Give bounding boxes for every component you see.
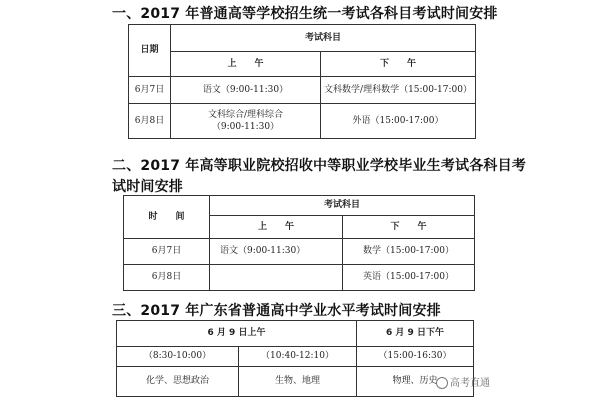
- date-cell: 6月8日: [129, 104, 171, 139]
- section2-heading-line1: 二、2017 年高等职业院校招收中等职业学校毕业生考试各科目考: [112, 158, 527, 174]
- section1-heading: 一、2017 年普通高等学校招生统一考试各科目考试时间安排: [112, 6, 498, 22]
- watermark-text: 高考直通: [450, 378, 490, 389]
- section2-heading-line2: 试时间安排: [112, 179, 183, 195]
- am-header: 上 午: [210, 216, 343, 239]
- am-header: 上 午: [171, 52, 321, 77]
- pm-header: 6 月 9 日下午: [357, 321, 474, 347]
- pm-cell: 文科数学/理科数学（15:00-17:00）: [321, 77, 476, 104]
- subject-cell: 化学、思想政治: [117, 367, 239, 397]
- watermark-logo-icon: [436, 377, 448, 389]
- pm-header: 下 午: [343, 216, 475, 239]
- date-cell: 6月7日: [124, 239, 210, 265]
- watermark: [436, 374, 490, 389]
- pm-header: 下 午: [321, 52, 476, 77]
- time-cell: （10:40-12:10）: [239, 347, 357, 367]
- section3-heading: 三、2017 年广东省普通高中学业水平考试时间安排: [112, 303, 441, 319]
- subject-cell: 生物、地理: [239, 367, 357, 397]
- section1-table: [128, 24, 476, 139]
- am-cell-line2: （9:00-11:30）: [211, 122, 280, 132]
- date-header: 日期: [129, 25, 171, 77]
- am-cell: 语文（9:00-11:30）: [171, 77, 321, 104]
- pm-cell: 外语（15:00-17:00）: [321, 104, 476, 139]
- pm-cell: 英语（15:00-17:00）: [343, 265, 475, 291]
- subjects-header: 考试科目: [171, 25, 476, 52]
- time-header: 时 间: [124, 196, 210, 239]
- time-cell: （8:30-10:00）: [117, 347, 239, 367]
- am-cell-line1: 文科综合/理科综合: [207, 109, 284, 120]
- am-cell: 语文（9:00-11:30）: [210, 239, 343, 265]
- date-cell: 6月7日: [129, 77, 171, 104]
- section2-table: [123, 195, 475, 291]
- section3-table: [116, 320, 474, 397]
- am-header: 6 月 9 日上午: [117, 321, 357, 347]
- time-cell: （15:00-16:30）: [357, 347, 474, 367]
- subject-cell: 物理、历史: [357, 367, 474, 397]
- am-cell: [171, 104, 321, 139]
- am-cell: [210, 265, 343, 291]
- subjects-header: 考试科目: [210, 196, 475, 216]
- date-cell: 6月8日: [124, 265, 210, 291]
- pm-cell: 数学（15:00-17:00）: [343, 239, 475, 265]
